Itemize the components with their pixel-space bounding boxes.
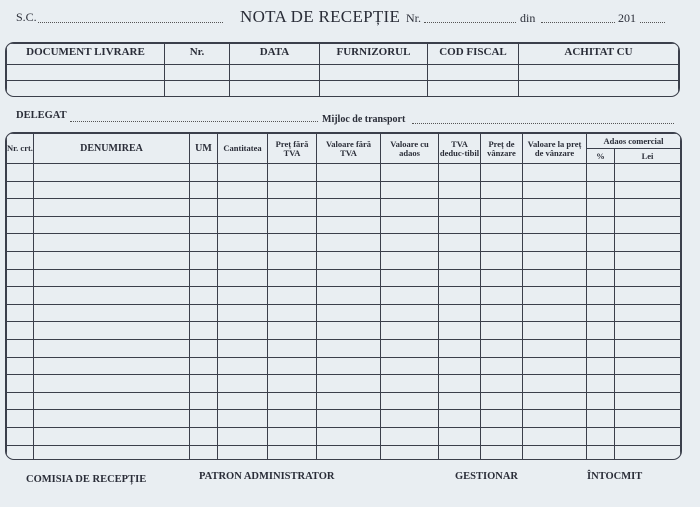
table-row [7,392,681,410]
table-cell[interactable] [381,164,439,182]
table-row [7,322,681,340]
table-cell[interactable] [218,287,268,305]
footer-comisia: COMISIA DE RECEPȚIE [26,474,147,485]
table-cell[interactable] [615,199,681,217]
col-adaos-comercial: Adaos comercial [587,134,681,149]
delegat-field[interactable] [70,121,318,122]
table-cell[interactable] [615,181,681,199]
table-cell[interactable] [523,304,587,322]
table-cell[interactable] [481,445,523,460]
table-cell[interactable] [615,392,681,410]
table-cell[interactable] [218,251,268,269]
table-cell[interactable] [34,164,190,182]
table-cell[interactable] [317,251,381,269]
table-cell[interactable] [190,445,218,460]
table-cell[interactable] [523,322,587,340]
table-cell[interactable] [381,357,439,375]
table-cell[interactable] [190,339,218,357]
table-cell[interactable] [34,339,190,357]
table-cell[interactable] [523,199,587,217]
table-cell[interactable] [439,357,481,375]
table-row [7,181,681,199]
table-cell[interactable] [615,445,681,460]
table-cell[interactable] [7,427,34,445]
col-valoare-pret-vanzare: Valoare la preț de vânzare [523,134,587,164]
table-cell[interactable] [615,251,681,269]
table-cell[interactable] [190,216,218,234]
table-cell[interactable] [439,304,481,322]
din-label: din [520,11,536,25]
transport-field[interactable] [412,123,674,124]
table-cell[interactable] [587,357,615,375]
cell[interactable] [519,81,679,97]
table-cell[interactable] [615,164,681,182]
table-cell[interactable] [218,304,268,322]
nr-field[interactable] [424,22,516,23]
col-adaos-percent: % [587,149,615,164]
table-row [7,234,681,252]
table-cell[interactable] [381,251,439,269]
table-cell[interactable] [7,181,34,199]
table-cell[interactable] [268,304,317,322]
table-cell[interactable] [268,427,317,445]
table-cell[interactable] [317,427,381,445]
table-cell[interactable] [34,445,190,460]
table-cell[interactable] [481,164,523,182]
table-row [7,445,681,460]
table-cell[interactable] [218,234,268,252]
col-pret-fara-tva: Preț fără TVA [268,134,317,164]
table-cell[interactable] [218,410,268,428]
table-cell[interactable] [523,357,587,375]
table-cell[interactable] [7,199,34,217]
table-row [7,357,681,375]
year-label: 201 [618,11,636,25]
delegat-label: DELEGAT [16,110,67,121]
table-cell[interactable] [523,269,587,287]
table-cell[interactable] [317,357,381,375]
items-table [5,132,682,460]
table-cell[interactable] [268,181,317,199]
table-cell[interactable] [481,304,523,322]
table-cell[interactable] [317,164,381,182]
table-cell[interactable] [381,392,439,410]
table-cell[interactable] [381,269,439,287]
table-cell[interactable] [587,251,615,269]
col-denumirea: DENUMIREA [34,134,190,164]
col-nr-crt: Nr. crt. [7,134,34,164]
nr-label: Nr. [406,11,421,25]
table-cell[interactable] [523,164,587,182]
table-cell[interactable] [439,287,481,305]
table-cell[interactable] [481,357,523,375]
table-cell[interactable] [523,375,587,393]
table-cell[interactable] [218,164,268,182]
table-cell[interactable] [7,322,34,340]
table-cell[interactable] [381,304,439,322]
table-cell[interactable] [481,392,523,410]
table-cell[interactable] [190,164,218,182]
table-cell[interactable] [34,410,190,428]
col-furnizorul: FURNIZORUL [320,44,428,65]
table-cell[interactable] [481,199,523,217]
cell[interactable] [7,65,165,81]
table-cell[interactable] [190,392,218,410]
date-field[interactable] [541,22,615,23]
table-row [7,251,681,269]
cell[interactable] [230,81,320,97]
table-row [7,269,681,287]
table-cell[interactable] [317,234,381,252]
cell[interactable] [519,65,679,81]
col-adaos-lei: Lei [615,149,681,164]
table-cell[interactable] [268,392,317,410]
table-cell[interactable] [523,251,587,269]
table-cell[interactable] [268,234,317,252]
table-cell[interactable] [190,181,218,199]
table-cell[interactable] [317,410,381,428]
table-cell[interactable] [218,216,268,234]
table-cell[interactable] [190,322,218,340]
col-document-livrare: DOCUMENT LIVRARE [7,44,165,65]
table-cell[interactable] [587,164,615,182]
table-cell[interactable] [381,234,439,252]
table-cell[interactable] [481,181,523,199]
table-cell[interactable] [268,251,317,269]
table-cell[interactable] [7,410,34,428]
table-cell[interactable] [587,339,615,357]
table-cell[interactable] [317,287,381,305]
table-cell[interactable] [218,181,268,199]
table-cell[interactable] [7,392,34,410]
table-cell[interactable] [218,322,268,340]
table-cell[interactable] [34,199,190,217]
col-achitat-cu: ACHITAT CU [519,44,679,65]
table-cell[interactable] [7,269,34,287]
table-cell[interactable] [381,287,439,305]
table-cell[interactable] [439,339,481,357]
table-cell[interactable] [439,410,481,428]
table-cell[interactable] [439,216,481,234]
table-cell[interactable] [381,375,439,393]
table-cell[interactable] [481,234,523,252]
table-cell[interactable] [439,445,481,460]
col-valoare-cu-adaos: Valoare cu adaos [381,134,439,164]
table-cell[interactable] [381,181,439,199]
table-cell[interactable] [268,199,317,217]
table-cell[interactable] [523,216,587,234]
table-cell[interactable] [481,287,523,305]
table-cell[interactable] [587,322,615,340]
table-cell[interactable] [381,322,439,340]
sc-field[interactable] [38,22,223,23]
table-cell[interactable] [481,339,523,357]
table-cell[interactable] [615,375,681,393]
cell[interactable] [230,65,320,81]
table-cell[interactable] [34,251,190,269]
table-cell[interactable] [317,269,381,287]
table-row [7,304,681,322]
table-cell[interactable] [523,445,587,460]
table-cell[interactable] [481,251,523,269]
table-cell[interactable] [7,287,34,305]
table-cell[interactable] [268,269,317,287]
table-cell[interactable] [218,375,268,393]
table-cell[interactable] [439,199,481,217]
table-cell[interactable] [7,445,34,460]
col-valoare-fara-tva: Valoare fără TVA [317,134,381,164]
table-cell[interactable] [587,269,615,287]
table-cell[interactable] [218,357,268,375]
table-cell[interactable] [481,269,523,287]
table-cell[interactable] [190,269,218,287]
table-cell[interactable] [615,269,681,287]
cell[interactable] [320,81,428,97]
table-cell[interactable] [523,181,587,199]
table-cell[interactable] [523,427,587,445]
table-cell[interactable] [190,287,218,305]
cell[interactable] [428,81,519,97]
col-cantitatea: Cantitatea [218,134,268,164]
table-cell[interactable] [615,427,681,445]
table-cell[interactable] [481,322,523,340]
table-cell[interactable] [523,234,587,252]
delivery-document-table [5,42,680,97]
table-cell[interactable] [7,216,34,234]
table-cell[interactable] [7,357,34,375]
table-cell[interactable] [615,234,681,252]
year-field[interactable] [640,22,665,23]
table-cell[interactable] [381,445,439,460]
table-cell[interactable] [218,445,268,460]
table-cell[interactable] [439,251,481,269]
table-cell[interactable] [317,445,381,460]
col-tva-deductibil: TVA deduc-tibil [439,134,481,164]
table-cell[interactable] [190,410,218,428]
table-cell[interactable] [317,304,381,322]
table-cell[interactable] [439,375,481,393]
table-cell[interactable] [381,339,439,357]
footer-gestionar: GESTIONAR [455,471,519,482]
table-cell[interactable] [218,392,268,410]
table-cell[interactable] [381,410,439,428]
table-cell[interactable] [317,199,381,217]
table-cell[interactable] [317,181,381,199]
table-cell[interactable] [439,392,481,410]
table-cell[interactable] [587,392,615,410]
cell[interactable] [428,65,519,81]
table-cell[interactable] [587,375,615,393]
table-row [7,339,681,357]
col-um: UM [190,134,218,164]
table-cell[interactable] [7,304,34,322]
table-cell[interactable] [615,287,681,305]
cell[interactable] [165,81,230,97]
table-cell[interactable] [587,199,615,217]
table-cell[interactable] [268,164,317,182]
table-cell[interactable] [34,375,190,393]
table-cell[interactable] [190,427,218,445]
table-cell[interactable] [268,445,317,460]
table-cell[interactable] [34,322,190,340]
table-cell[interactable] [7,375,34,393]
table-cell[interactable] [268,322,317,340]
table-cell[interactable] [481,216,523,234]
table-cell[interactable] [381,216,439,234]
table-cell[interactable] [317,339,381,357]
table-cell[interactable] [7,339,34,357]
table-cell[interactable] [615,216,681,234]
table-row [7,199,681,217]
table-cell[interactable] [7,164,34,182]
table-cell[interactable] [587,181,615,199]
table-cell[interactable] [587,216,615,234]
table-cell[interactable] [439,322,481,340]
table-cell[interactable] [218,427,268,445]
table-cell[interactable] [268,339,317,357]
footer-patron: PATRON ADMINISTRATOR [199,471,335,482]
cell[interactable] [7,81,165,97]
table-cell[interactable] [615,357,681,375]
table-cell[interactable] [190,375,218,393]
table-cell[interactable] [615,339,681,357]
table-cell[interactable] [218,339,268,357]
table-row [7,375,681,393]
table-cell[interactable] [439,164,481,182]
table-row [7,164,681,182]
table-cell[interactable] [439,269,481,287]
table-cell[interactable] [587,410,615,428]
table-cell[interactable] [34,269,190,287]
table-cell[interactable] [268,410,317,428]
table-cell[interactable] [587,445,615,460]
table-cell[interactable] [381,199,439,217]
table-cell[interactable] [587,427,615,445]
col-data: DATA [230,44,320,65]
table-cell[interactable] [268,375,317,393]
table-cell[interactable] [268,357,317,375]
table-cell[interactable] [439,427,481,445]
table-cell[interactable] [190,357,218,375]
table-cell[interactable] [523,392,587,410]
table-cell[interactable] [34,234,190,252]
table-cell[interactable] [34,216,190,234]
col-nr: Nr. [165,44,230,65]
table-cell[interactable] [615,410,681,428]
page-title: NOTA DE RECEPȚIE [240,7,401,26]
table-cell[interactable] [587,287,615,305]
table-cell[interactable] [317,216,381,234]
table-cell[interactable] [34,427,190,445]
table-cell[interactable] [523,410,587,428]
table-cell[interactable] [481,427,523,445]
table-cell[interactable] [190,199,218,217]
table-cell[interactable] [190,304,218,322]
table-cell[interactable] [481,410,523,428]
table-cell[interactable] [34,392,190,410]
table-cell[interactable] [218,269,268,287]
table-cell[interactable] [268,216,317,234]
table-cell[interactable] [317,322,381,340]
table-cell[interactable] [523,339,587,357]
table-cell[interactable] [218,199,268,217]
col-pret-de-vanzare: Preț de vânzare [481,134,523,164]
table-row [7,427,681,445]
table-cell[interactable] [268,287,317,305]
table-row [7,216,681,234]
table-cell[interactable] [34,357,190,375]
table-cell[interactable] [34,287,190,305]
table-cell[interactable] [190,234,218,252]
table-cell[interactable] [523,287,587,305]
table-cell[interactable] [481,375,523,393]
cell[interactable] [165,65,230,81]
table-cell[interactable] [615,322,681,340]
table-cell[interactable] [615,304,681,322]
table-cell[interactable] [381,427,439,445]
footer-intocmit: ÎNTOCMIT [587,471,643,482]
table-cell[interactable] [439,181,481,199]
table-cell[interactable] [190,251,218,269]
cell[interactable] [320,65,428,81]
table-cell[interactable] [439,234,481,252]
transport-label: Mijloc de transport [322,114,406,125]
table-row [7,287,681,305]
table-cell[interactable] [317,375,381,393]
table-cell[interactable] [587,304,615,322]
table-cell[interactable] [34,181,190,199]
table-cell[interactable] [587,234,615,252]
sc-label: S.C. [16,10,37,24]
col-cod-fiscal: COD FISCAL [428,44,519,65]
table-cell[interactable] [7,251,34,269]
table-cell[interactable] [7,234,34,252]
table-row [7,410,681,428]
table-cell[interactable] [317,392,381,410]
table-cell[interactable] [34,304,190,322]
